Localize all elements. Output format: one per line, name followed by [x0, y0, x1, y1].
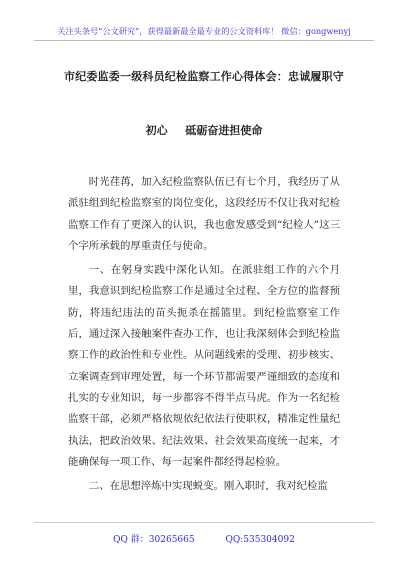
- document-title-line-2: 初心 砥砺奋进担使命: [145, 124, 263, 137]
- body-paragraph: 时光荏苒，加入纪检监察队伍已有七个月，我经历了从派驻组到纪检监察室的岗位变化，这段经历不仅让我对纪检监察工作有了更深入的认识，我也愈发感受到“纪检人”这三个字所承载的厚重责任与使命。: [68, 176, 340, 252]
- body-paragraph: 一、在躬身实践中深化认知。在派驻组工作的六个月里，我意识到纪检监察工作是通过全过程、全方位的监督预防，将违纪违法的苗头扼杀在摇篮里。到纪检监察室工作后，通过深入接触案件查办工作，也让我深刻体会到纪检监察工作的政治性和专业性。从问题线索的受理、初步核实、立案调查到审理处置，每一个环节都需要严谨细致的态度和扎实的专业知识，每一步都容不得半点马虎。作为一名纪检监察干部，必须严格依规依纪依法行使职权，精准定性量纪执法，把政治效果、纪法效果、社会效果高度统一起来，才能确保每一项工作、每一起案件都经得起检验。: [68, 264, 340, 468]
- document-body: [68, 172, 340, 497]
- footer-divider: [34, 522, 374, 523]
- footer: [0, 532, 408, 545]
- body-paragraph: 二、在思想淬炼中实现蜕变。刚入职时，我对纪检监: [88, 480, 328, 493]
- footer-qq: QQ:535304092: [225, 535, 295, 545]
- footer-qq-group: QQ 群：30265665: [113, 535, 195, 545]
- header-divider: [34, 40, 374, 41]
- document-title-line-1: 市纪委监委一级科员纪检监察工作心得体会：忠诚履职守: [64, 70, 344, 83]
- header-note: 关注头条号“公文研究”，获得最新最全最专业的公文资料库！ 微信：gongwenyj: [57, 26, 351, 36]
